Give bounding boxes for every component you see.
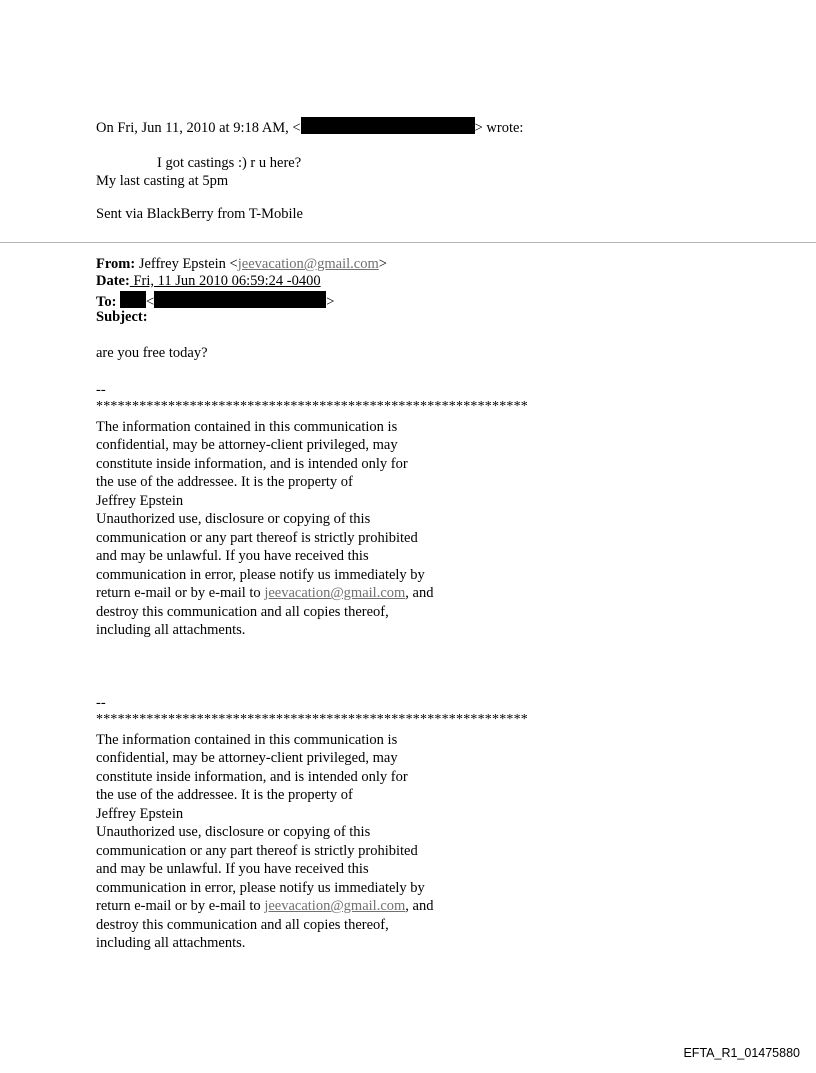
disclaimer-line: communication or any part thereof is strictly prohibited <box>96 843 418 859</box>
disclaimer-line: the use of the addressee. It is the property of <box>96 787 353 803</box>
disclaimer-return-prefix: return e-mail or by e-mail to <box>96 898 265 914</box>
from-line <box>96 256 387 273</box>
mobile-signature: Sent via BlackBerry from T-Mobile <box>96 206 303 222</box>
disclaimer-line: including all attachments. <box>96 622 246 638</box>
date-value: Fri, 11 Jun 2010 06:59:24 -0400 <box>129 273 321 289</box>
message-divider <box>0 242 816 243</box>
disclaimer-line: Unauthorized use, disclosure or copying of this <box>96 511 371 527</box>
disclaimer-return-suffix: , and <box>405 585 434 601</box>
disclaimer-line: confidential, may be attorney-client privileged, may <box>96 437 398 453</box>
to-open: < <box>146 294 155 310</box>
message-body: are you free today? <box>96 345 208 361</box>
disclaimer-return-prefix: return e-mail or by e-mail to <box>96 585 265 601</box>
disclaimer-line: communication or any part thereof is strictly prohibited <box>96 530 418 546</box>
from-name: Jeffrey Epstein < <box>135 256 238 272</box>
date-line <box>96 273 321 290</box>
reply-attribution-prefix: On Fri, Jun 11, 2010 at 9:18 AM, < <box>96 120 301 136</box>
disclaimer-return-line <box>96 898 433 915</box>
redaction-block <box>154 291 326 308</box>
disclaimer-line: The information contained in this communication is <box>96 732 398 748</box>
subject-line <box>96 309 148 326</box>
separator-dashes: -- <box>96 695 106 711</box>
disclaimer-return-suffix: , and <box>405 898 434 914</box>
reply-attribution-suffix: > wrote: <box>474 120 524 136</box>
disclaimer-line: communication in error, please notify us immediately by <box>96 567 425 583</box>
disclaimer-line: Unauthorized use, disclosure or copying of this <box>96 824 371 840</box>
separator-stars: ************************************************************ <box>96 399 528 414</box>
quoted-message-line: I got castings :) r u here? <box>157 155 302 171</box>
disclaimer-email-link[interactable]: jeevacation@gmail.com <box>264 898 406 914</box>
disclaimer-line: constitute inside information, and is intended only for <box>96 456 408 472</box>
reply-attribution <box>96 117 523 137</box>
disclaimer-line: including all attachments. <box>96 935 246 951</box>
to-label: To: <box>96 294 117 310</box>
from-label: From: <box>96 256 136 272</box>
disclaimer-email-link[interactable]: jeevacation@gmail.com <box>264 585 406 601</box>
disclaimer-line: confidential, may be attorney-client privileged, may <box>96 750 398 766</box>
disclaimer-line: The information contained in this communication is <box>96 419 398 435</box>
disclaimer-line: Jeffrey Epstein <box>96 806 184 822</box>
separator-dashes: -- <box>96 382 106 398</box>
quoted-message-line: My last casting at 5pm <box>96 173 229 189</box>
subject-label: Subject: <box>96 309 148 325</box>
disclaimer-line: and may be unlawful. If you have received this <box>96 861 369 877</box>
document-id: EFTA_R1_01475880 <box>683 1046 800 1060</box>
to-close: > <box>326 294 335 310</box>
redaction-block <box>120 291 146 308</box>
date-label: Date: <box>96 273 130 289</box>
disclaimer-line: destroy this communication and all copies thereof, <box>96 917 389 933</box>
from-email-link[interactable]: jeevacation@gmail.com <box>237 256 379 272</box>
redaction-block <box>301 117 475 134</box>
disclaimer-line: and may be unlawful. If you have received this <box>96 548 369 564</box>
disclaimer-line: communication in error, please notify us immediately by <box>96 880 425 896</box>
to-line <box>96 291 334 311</box>
from-close: > <box>378 256 387 272</box>
disclaimer-line: the use of the addressee. It is the property of <box>96 474 353 490</box>
disclaimer-line: constitute inside information, and is intended only for <box>96 769 408 785</box>
disclaimer-line: destroy this communication and all copies thereof, <box>96 604 389 620</box>
disclaimer-return-line <box>96 585 433 602</box>
disclaimer-line: Jeffrey Epstein <box>96 493 184 509</box>
separator-stars: ************************************************************ <box>96 712 528 727</box>
